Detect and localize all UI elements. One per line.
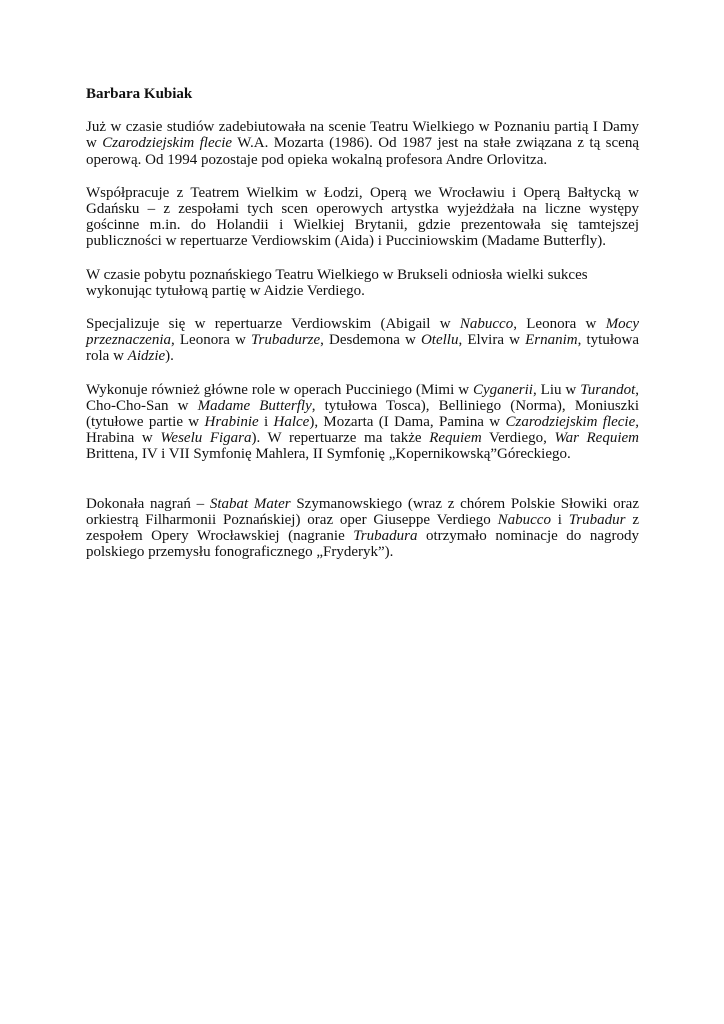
- italic-title-text: Czarodziejskim flecie: [505, 414, 636, 431]
- paragraph: [86, 267, 639, 299]
- italic-title-text: Nabucco: [459, 316, 514, 333]
- paragraph-text: ). W repertuarze ma także: [251, 430, 430, 447]
- paragraph: [86, 119, 639, 168]
- paragraph-text: W czasie pobytu poznańskiego Teatru Wielkiego w Brukseli odniosła wielki sukces wykonując tytułową partię w Aidzie Verdiego.: [86, 266, 588, 299]
- italic-title-text: Nabucco: [497, 511, 551, 528]
- paragraph-text: i: [258, 414, 274, 431]
- paragraph: [86, 382, 639, 463]
- italic-title-text: Aidzie: [127, 348, 166, 365]
- italic-title-text: Ernanim: [525, 332, 578, 349]
- italic-title-text: Trubadurze: [250, 332, 321, 349]
- paragraph-text: Verdiego,: [481, 430, 555, 447]
- paragraph-text: ), Mozarta (I Dama, Pamina w: [309, 414, 506, 431]
- paragraph-text: , Cho-Cho-San w: [86, 381, 639, 414]
- italic-title-text: Trubadur: [568, 511, 626, 528]
- paragraph: [86, 185, 639, 250]
- paragraph-text: Współpracuje z Teatrem Wielkim w Łodzi, Operą we Wrocławiu i Operą Bałtycką w Gdańsku – z zespołami tych scen operowych artystka wyjeżdżała na liczne występy gościnne m.in. do Holandii i Wielkiej Brytanii, gdzie prezentowała się tamtejszej publiczności w repertuarze Verdiowskim (Aida) i Pucciniowskim (Madame Butterfly).: [86, 184, 639, 250]
- paragraph-text: , Liu w: [532, 381, 581, 398]
- italic-title-text: Otellu: [420, 332, 459, 349]
- italic-title-text: Hrabinie: [204, 414, 259, 431]
- document-page: [86, 86, 639, 577]
- paragraph: [86, 316, 639, 365]
- paragraph-text: , Elvira w: [458, 332, 526, 349]
- paragraph-text: , Leonora w: [171, 332, 251, 349]
- paragraph-text: , Hrabina w: [86, 414, 639, 447]
- italic-title-text: Turandot: [580, 381, 636, 398]
- paragraph-text: , tytułowa rola w: [86, 332, 640, 365]
- italic-title-text: Stabat Mater: [209, 495, 291, 512]
- paragraph-text: Wykonuje również główne role w operach Pucciniego (Mimi w: [86, 381, 473, 398]
- paragraph-text: Już w czasie studiów zadebiutowała na scenie Teatru Wielkiego w Poznaniu partią I Damy w: [86, 119, 639, 152]
- italic-title-text: Cyganerii: [472, 381, 533, 398]
- paragraph-text: ).: [165, 348, 174, 365]
- paragraph-text: , Desdemona w: [320, 332, 421, 349]
- italic-title-text: War Requiem: [554, 430, 639, 447]
- italic-title-text: Weselu Figara: [160, 430, 252, 447]
- paragraph-text: Dokonała nagrań –: [86, 495, 210, 512]
- paragraph-text: Szymanowskiego (wraz z chórem Polskie Słowiki oraz orkiestrą Filharmonii Poznańskiej) oraz oper Giuseppe Verdiego: [86, 495, 639, 528]
- paragraph-text: z zespołem Opery Wrocławskiej (nagranie: [86, 511, 639, 545]
- paragraph-text: i: [550, 511, 569, 528]
- paragraph: [86, 496, 639, 561]
- italic-title-text: Trubadura: [353, 528, 418, 545]
- italic-title-text: Requiem: [429, 430, 482, 447]
- paragraph-text: Specjalizuje się w repertuarze Verdiowskim (Abigail w: [86, 316, 460, 333]
- paragraph-text: W.A. Mozarta (1986). Od 1987 jest na stałe związana z tą sceną operową. Od 1994 pozostaje pod opieka wokalną profesora Andre Orlovitza.: [86, 135, 639, 168]
- italic-title-text: Mocy przeznaczenia: [86, 316, 639, 349]
- italic-title-text: Czarodziejskim flecie: [102, 135, 233, 152]
- paragraph-text: , Leonora w: [513, 316, 606, 333]
- italic-title-text: Madame Butterfly: [197, 397, 312, 414]
- paragraph-text: , tytułowa Tosca), Belliniego (Norma), Moniuszki (tytułowe partie w: [86, 397, 639, 431]
- document-title: Barbara Kubiak: [86, 86, 193, 102]
- document-body: [86, 119, 639, 560]
- paragraph-text: Brittena, IV i VII Symfonię Mahlera, II Symfonię „Kopernikowską”Góreckiego.: [86, 446, 571, 463]
- paragraph-text: otrzymało nominacje do nagrody polskiego przemysłu fonograficznego „Fryderyk”).: [86, 528, 639, 561]
- italic-title-text: Halce: [273, 414, 310, 431]
